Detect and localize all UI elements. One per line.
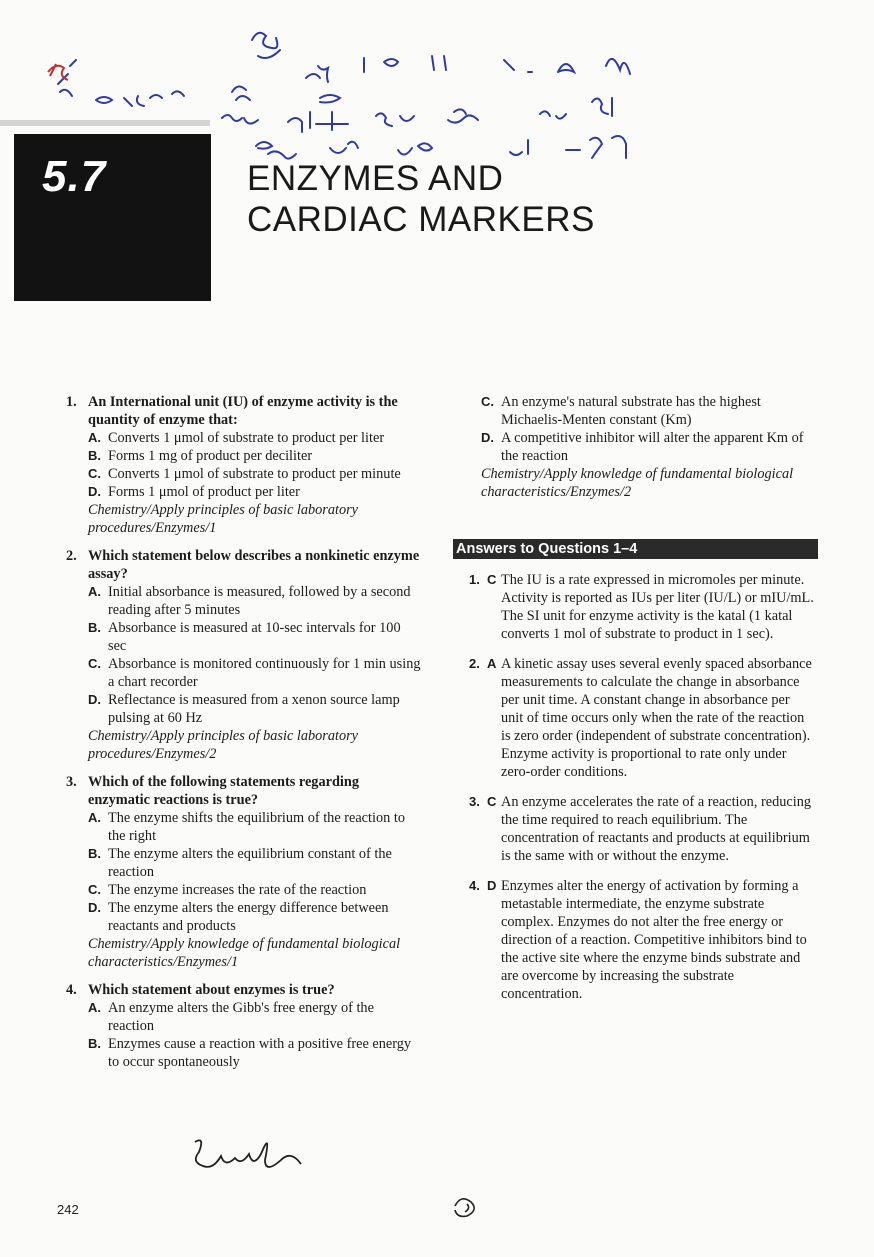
answer-text: The IU is a rate expressed in micromoles per minute. Activity is reported as IUs per liter (IU/L) or mIU/mL. The SI unit for enzyme activity is the katal (1 katal converts 1 mol of substrate to product in 1 sec).	[501, 572, 814, 642]
answer-key: A	[487, 656, 497, 671]
left-column	[66, 393, 422, 1071]
option-letter: C.	[88, 882, 101, 897]
option-letter: A.	[88, 584, 101, 599]
option-text: A competitive inhibitor will alter the apparent Km of the reaction	[501, 430, 804, 464]
question-number: 4.	[66, 982, 77, 998]
chapter-number: 5.7	[42, 152, 107, 201]
question-category: Chemistry/Apply principles of basic laboratory procedures/Enzymes/1	[88, 502, 359, 536]
option-b	[66, 447, 422, 465]
option-d	[66, 899, 422, 935]
question-2	[66, 547, 422, 763]
question-category: Chemistry/Apply knowledge of fundamental biological characteristics/Enzymes/1	[88, 936, 401, 970]
chapter-number-box	[14, 134, 211, 301]
option-text: Absorbance is measured at 10-sec intervals for 100 sec	[108, 620, 401, 654]
option-letter: B.	[88, 1036, 101, 1051]
option-text: Forms 1 mg of product per deciliter	[108, 448, 313, 464]
handwritten-signature	[185, 1132, 355, 1192]
option-letter: A.	[88, 810, 101, 825]
option-letter: C.	[88, 466, 101, 481]
question-stem: Which statement about enzymes is true?	[88, 982, 335, 998]
option-d	[66, 483, 422, 501]
question-number: 2.	[66, 548, 77, 564]
option-letter: D.	[88, 900, 101, 915]
handwritten-doodle	[447, 1192, 487, 1222]
option-text: Reflectance is measured from a xenon source lamp pulsing at 60 Hz	[108, 692, 400, 726]
option-a	[66, 429, 422, 447]
answer-key: C	[487, 794, 497, 809]
answers-header: Answers to Questions 1–4	[453, 539, 818, 559]
option-letter: D.	[88, 692, 101, 707]
question-stem: An International unit (IU) of enzyme activity is the quantity of enzyme that:	[88, 394, 398, 428]
question-category: Chemistry/Apply principles of basic laboratory procedures/Enzymes/2	[88, 728, 359, 762]
option-text: Converts 1 μmol of substrate to product per liter	[108, 430, 385, 446]
option-text: An enzyme's natural substrate has the highest Michaelis-Menten constant (Km)	[501, 394, 761, 428]
option-letter: B.	[88, 620, 101, 635]
option-text: Initial absorbance is measured, followed by a second reading after 5 minutes	[108, 584, 411, 618]
question-number: 1.	[66, 394, 77, 410]
chapter-title-line-1: ENZYMES AND	[247, 159, 504, 198]
answer-number: 2.	[469, 656, 480, 671]
option-letter: A.	[88, 430, 101, 445]
page-number: 242	[57, 1202, 79, 1217]
question-3	[66, 773, 422, 971]
option-letter: B.	[88, 448, 101, 463]
chapter-title-line-2: CARDIAC MARKERS	[247, 200, 595, 239]
option-letter: D.	[88, 484, 101, 499]
answer-number: 4.	[469, 878, 480, 893]
option-letter: D.	[481, 430, 494, 445]
question-category: Chemistry/Apply knowledge of fundamental biological characteristics/Enzymes/2	[481, 466, 794, 500]
option-text: The enzyme shifts the equilibrium of the reaction to the right	[108, 810, 405, 844]
answer-2	[459, 655, 815, 781]
answer-4	[459, 877, 815, 1003]
option-letter: A.	[88, 1000, 101, 1015]
option-a	[66, 999, 422, 1035]
option-letter: C.	[88, 656, 101, 671]
answer-3	[459, 793, 815, 865]
option-b	[66, 845, 422, 881]
option-d	[459, 429, 815, 465]
question-1	[66, 393, 422, 537]
option-c	[459, 393, 815, 429]
right-column	[456, 393, 815, 1003]
option-b	[66, 1035, 422, 1071]
question-number: 3.	[66, 774, 77, 790]
answer-1	[459, 571, 815, 643]
option-c	[66, 881, 422, 899]
question-stem: Which statement below describes a nonkinetic enzyme assay?	[88, 548, 420, 582]
option-letter: C.	[481, 394, 494, 409]
option-text: The enzyme alters the equilibrium constant of the reaction	[108, 846, 392, 880]
option-text: Absorbance is monitored continuously for 1 min using a chart recorder	[108, 656, 421, 690]
question-4-continued	[459, 393, 815, 501]
option-c	[66, 655, 422, 691]
option-letter: B.	[88, 846, 101, 861]
option-a	[66, 809, 422, 845]
option-text: The enzyme alters the energy difference between reactants and products	[108, 900, 389, 934]
question-4	[66, 981, 422, 1071]
option-a	[66, 583, 422, 619]
option-text: An enzyme alters the Gibb's free energy of the reaction	[108, 1000, 374, 1034]
question-stem: Which of the following statements regarding enzymatic reactions is true?	[88, 774, 359, 808]
answer-number: 3.	[469, 794, 480, 809]
answer-key: D	[487, 878, 497, 893]
answer-text: An enzyme accelerates the rate of a reaction, reducing the time required to reach equilibrium. The concentration of reactants and products at equilibrium is the same with or without the enzyme.	[501, 794, 811, 864]
option-c	[66, 465, 422, 483]
answer-text: Enzymes alter the energy of activation by forming a metastable intermediate, the enzyme substrate complex. Enzymes do not alter the free energy or direction of a reaction. Competitive inhibitors bind to the active site where the enzyme binds substrate and are overcome by increasing the substrate concentration.	[501, 878, 807, 1002]
answer-number: 1.	[469, 572, 480, 587]
option-text: Forms 1 μmol of product per liter	[108, 484, 300, 500]
option-text: Converts 1 μmol of substrate to product per minute	[108, 466, 401, 482]
answer-key: C	[487, 572, 497, 587]
option-d	[66, 691, 422, 727]
option-text: The enzyme increases the rate of the reaction	[108, 882, 367, 898]
answer-text: A kinetic assay uses several evenly spaced absorbance measurements to calculate the change in absorbance per unit time. A constant change in absorbance per unit of time occurs only when the rate of the reaction is zero order (independent of substrate concentration). Enzyme activity is proportional to rate only under zero-order conditions.	[501, 656, 812, 780]
option-b	[66, 619, 422, 655]
option-text: Enzymes cause a reaction with a positive free energy to occur spontaneously	[108, 1036, 412, 1070]
